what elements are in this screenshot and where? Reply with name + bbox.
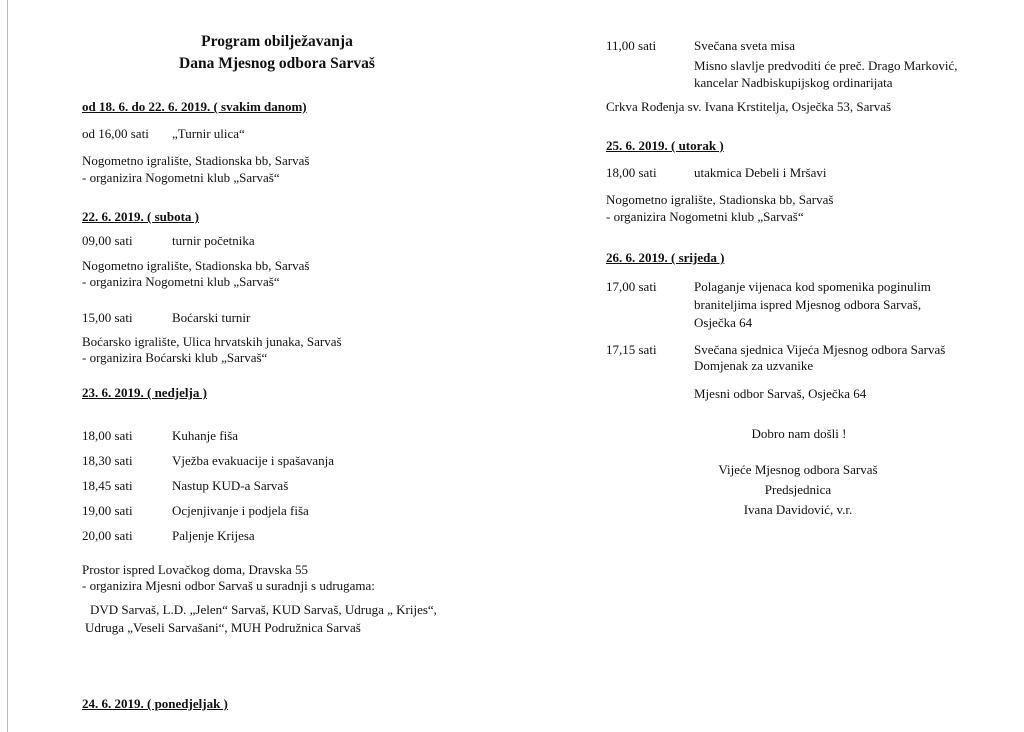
section-heading-tuesday: 25. 6. 2019. ( utorak ): [606, 138, 724, 153]
event-row: [606, 38, 795, 54]
event-time: 19,00 sati: [82, 503, 133, 518]
event-text: Ocjenjivanje i podjela fiša: [172, 503, 309, 518]
event-location: Nogometno igralište, Stadionska bb, Sarvaš: [606, 192, 834, 207]
event-time: 11,00 sati: [606, 38, 657, 53]
event-time: 17,15 sati: [606, 342, 657, 357]
event-text: Nastup KUD-a Sarvaš: [172, 478, 289, 493]
section-heading-sunday: 23. 6. 2019. ( nedjelja ): [82, 385, 207, 400]
event-location: Nogometno igralište, Stadionska bb, Sarvaš: [82, 153, 310, 168]
signature-role: Predsjednica: [764, 482, 832, 497]
event-organizer: - organizira Mjesni odbor Sarvaš u suradnji s udrugama:: [82, 578, 375, 593]
event-time: 18,00 sati: [606, 165, 657, 180]
section-heading-monday: 24. 6. 2019. ( ponedjeljak ): [82, 696, 228, 711]
event-row: [606, 165, 827, 181]
event-time: 15,00 sati: [82, 310, 133, 325]
event-row: [82, 310, 250, 326]
event-organizer: - organizira Nogometni klub „Sarvaš“: [82, 274, 280, 289]
event-text: Boćarski turnir: [172, 310, 251, 325]
welcome-text: Dobro nam došli !: [751, 426, 847, 441]
event-text: Paljenje Krijesa: [172, 528, 255, 543]
event-text: Kuhanje fiša: [172, 428, 239, 443]
event-detail: Osječka 64: [694, 315, 753, 330]
section-heading-daily: od 18. 6. do 22. 6. 2019. ( svakim danom): [82, 99, 307, 114]
section-heading-saturday: 22. 6. 2019. ( subota ): [82, 209, 200, 224]
signature-body: Vijeće Mjesnog odbora Sarvaš: [718, 462, 878, 477]
event-row: [82, 503, 309, 519]
event-detail: braniteljima ispred Mjesnog odbora Sarvaš,: [694, 297, 922, 312]
event-time: 18,00 sati: [82, 428, 133, 443]
event-time: 18,45 sati: [82, 478, 133, 493]
event-text: Svečana sjednica Vijeća Mjesnog odbora Sarvaš: [694, 342, 946, 357]
event-organizer: - organizira Nogometni klub „Sarvaš“: [606, 209, 804, 224]
signature-name: Ivana Davidović, v.r.: [743, 502, 853, 517]
page-edge-line: [7, 0, 8, 732]
event-row: [82, 453, 334, 469]
event-detail: Domjenak za uzvanike: [694, 358, 814, 373]
event-text: Svečana sveta misa: [694, 38, 796, 53]
event-row: [82, 126, 245, 142]
section-heading-wednesday: 26. 6. 2019. ( srijeda ): [606, 250, 725, 265]
event-location: Nogometno igralište, Stadionska bb, Sarvaš: [82, 258, 310, 273]
event-location: Crkva Rođenja sv. Ivana Krstitelja, Osječka 53, Sarvaš: [606, 99, 892, 114]
event-organizer: - organizira Nogometni klub „Sarvaš“: [82, 170, 280, 185]
event-text: turnir početnika: [172, 233, 255, 248]
document-title-line-2: Dana Mjesnog odbora Sarvaš: [179, 55, 375, 72]
event-time: 09,00 sati: [82, 233, 133, 248]
event-location: Prostor ispred Lovačkog doma, Dravska 55: [82, 562, 309, 577]
partner-list: Udruga „Veseli Sarvašani“, MUH Podružnica Sarvaš: [85, 620, 361, 635]
event-detail: Misno slavlje predvoditi će preč. Drago Marković,: [694, 58, 958, 73]
event-location: Mjesni odbor Sarvaš, Osječka 64: [694, 386, 867, 401]
event-organizer: - organizira Boćarski klub „Sarvaš“: [82, 350, 268, 365]
event-row: [82, 233, 255, 249]
event-time: 18,30 sati: [82, 453, 133, 468]
document-title-line-1: Program obilježavanja: [201, 33, 353, 50]
event-text: utakmica Debeli i Mršavi: [694, 165, 827, 180]
event-text: Polaganje vijenaca kod spomenika poginulim: [694, 279, 931, 294]
partner-list: DVD Sarvaš, L.D. „Jelen“ Sarvaš, KUD Sarvaš, Udruga „ Krijes“,: [90, 602, 437, 617]
event-time: 17,00 sati: [606, 279, 657, 294]
event-time: od 16,00 sati: [82, 126, 149, 141]
event-text: Vježba evakuacije i spašavanja: [172, 453, 335, 468]
event-row: [606, 342, 945, 358]
event-row: [82, 478, 288, 494]
event-text: „Turnir ulica“: [172, 126, 245, 141]
event-row: [82, 528, 255, 544]
event-row: [606, 279, 931, 295]
event-row: [82, 428, 238, 444]
event-time: 20,00 sati: [82, 528, 133, 543]
event-location: Boćarsko igralište, Ulica hrvatskih junaka, Sarvaš: [82, 334, 342, 349]
event-detail: kancelar Nadbiskupijskog ordinarijata: [694, 75, 893, 90]
